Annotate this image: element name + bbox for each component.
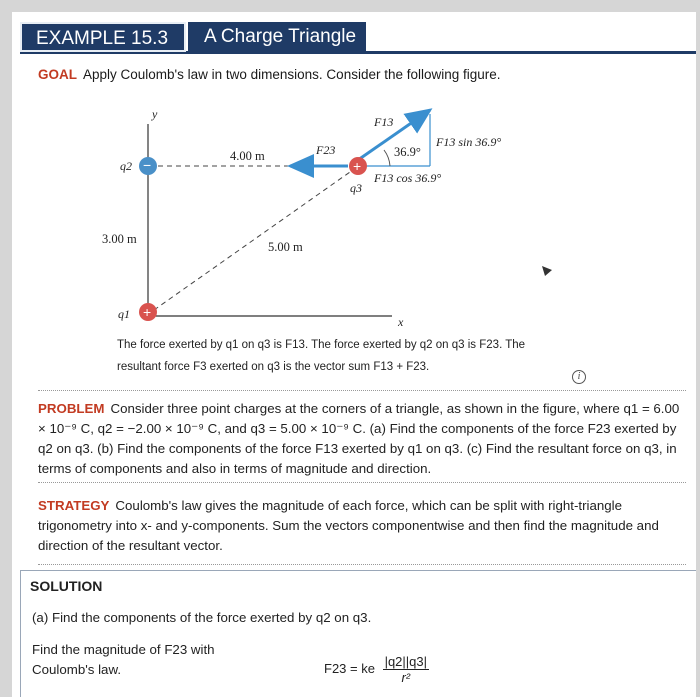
goal-label: GOAL bbox=[38, 67, 77, 82]
example-title-bar bbox=[20, 22, 696, 54]
caption-line-1: The force exerted by q1 on q3 is F13. The force exerted by q2 on q3 is F23. The bbox=[117, 339, 526, 351]
y-axis-label: y bbox=[152, 107, 158, 121]
solution-heading: SOLUTION bbox=[30, 578, 103, 594]
q2-label: q2 bbox=[120, 159, 132, 173]
problem-paragraph bbox=[38, 399, 686, 479]
equation-denominator: r² bbox=[401, 670, 411, 685]
caption-line-2: resultant force F3 exerted on q3 is the vector sum F13 + F23. bbox=[117, 361, 430, 373]
solution-part-a: (a) Find the components of the force exerted by q2 on q3. bbox=[32, 610, 372, 625]
solution-step-1: Find the magnitude of F23 with Coulomb's law. bbox=[32, 642, 215, 677]
f13-label: F13 bbox=[374, 115, 394, 129]
charge-q2 bbox=[139, 157, 157, 175]
q3-label: q3 bbox=[350, 181, 362, 195]
example-number: EXAMPLE 15.3 bbox=[20, 22, 186, 52]
strategy-paragraph bbox=[38, 496, 686, 556]
svg-text:+: + bbox=[143, 304, 152, 320]
x-axis-label: x bbox=[398, 315, 404, 329]
distance-q1-q3-label: 5.00 m bbox=[268, 240, 303, 254]
problem-text: Consider three point charges at the corners of a triangle, as shown in the figure, where q1 = 6.00 × 10⁻⁹ C, q2 = −2.00 × 10⁻⁹ C, and q3 = 5.00 × 10⁻⁹ C. (a) Find the components of the force F23 exerted by q2 on q3. (b) Find the components of the force F13 exerted by q1 on q3. (c) Find the resultant force on q3, in terms of components and also in terms of magnitude and direction. bbox=[38, 401, 680, 476]
coulomb-equation bbox=[324, 654, 429, 685]
charge-q3 bbox=[349, 157, 367, 175]
f23-label: F23 bbox=[316, 143, 336, 157]
q1-label: q1 bbox=[118, 307, 130, 321]
goal-line bbox=[38, 67, 501, 82]
equation-fraction bbox=[383, 654, 429, 685]
side-q1-q3 bbox=[154, 172, 350, 310]
strategy-text: Coulomb's law gives the magnitude of each force, which can be split with right-triangle trigonometry into x- and y-components. Sum the vectors componentwise and then find the magnitude and direction of the resultant vector. bbox=[38, 498, 659, 553]
svg-text:+: + bbox=[353, 158, 362, 174]
cursor-pointer-icon bbox=[542, 266, 552, 276]
angle-arc bbox=[384, 150, 390, 166]
charge-q1 bbox=[139, 303, 157, 321]
svg-text:−: − bbox=[143, 157, 152, 173]
f13-cos-label: F13 cos 36.9° bbox=[374, 171, 442, 185]
example-title: A Charge Triangle bbox=[188, 22, 366, 52]
info-icon[interactable]: i bbox=[572, 370, 586, 384]
figure-caption bbox=[117, 334, 557, 378]
page bbox=[12, 12, 696, 697]
equation-lhs: F23 = ke bbox=[324, 660, 375, 676]
distance-q1-q2-label: 3.00 m bbox=[102, 232, 137, 246]
divider-top bbox=[38, 390, 686, 391]
distance-q2-q3-label: 4.00 m bbox=[230, 149, 265, 163]
divider-middle bbox=[38, 482, 686, 483]
f13-sin-label: F13 sin 36.9° bbox=[436, 135, 502, 149]
angle-label: 36.9° bbox=[394, 145, 421, 159]
equation-numerator: |q2||q3| bbox=[384, 654, 428, 669]
problem-label: PROBLEM bbox=[38, 401, 105, 416]
divider-bottom bbox=[38, 564, 686, 565]
strategy-label: STRATEGY bbox=[38, 498, 110, 513]
goal-text: Apply Coulomb's law in two dimensions. Consider the following figure. bbox=[83, 67, 501, 82]
